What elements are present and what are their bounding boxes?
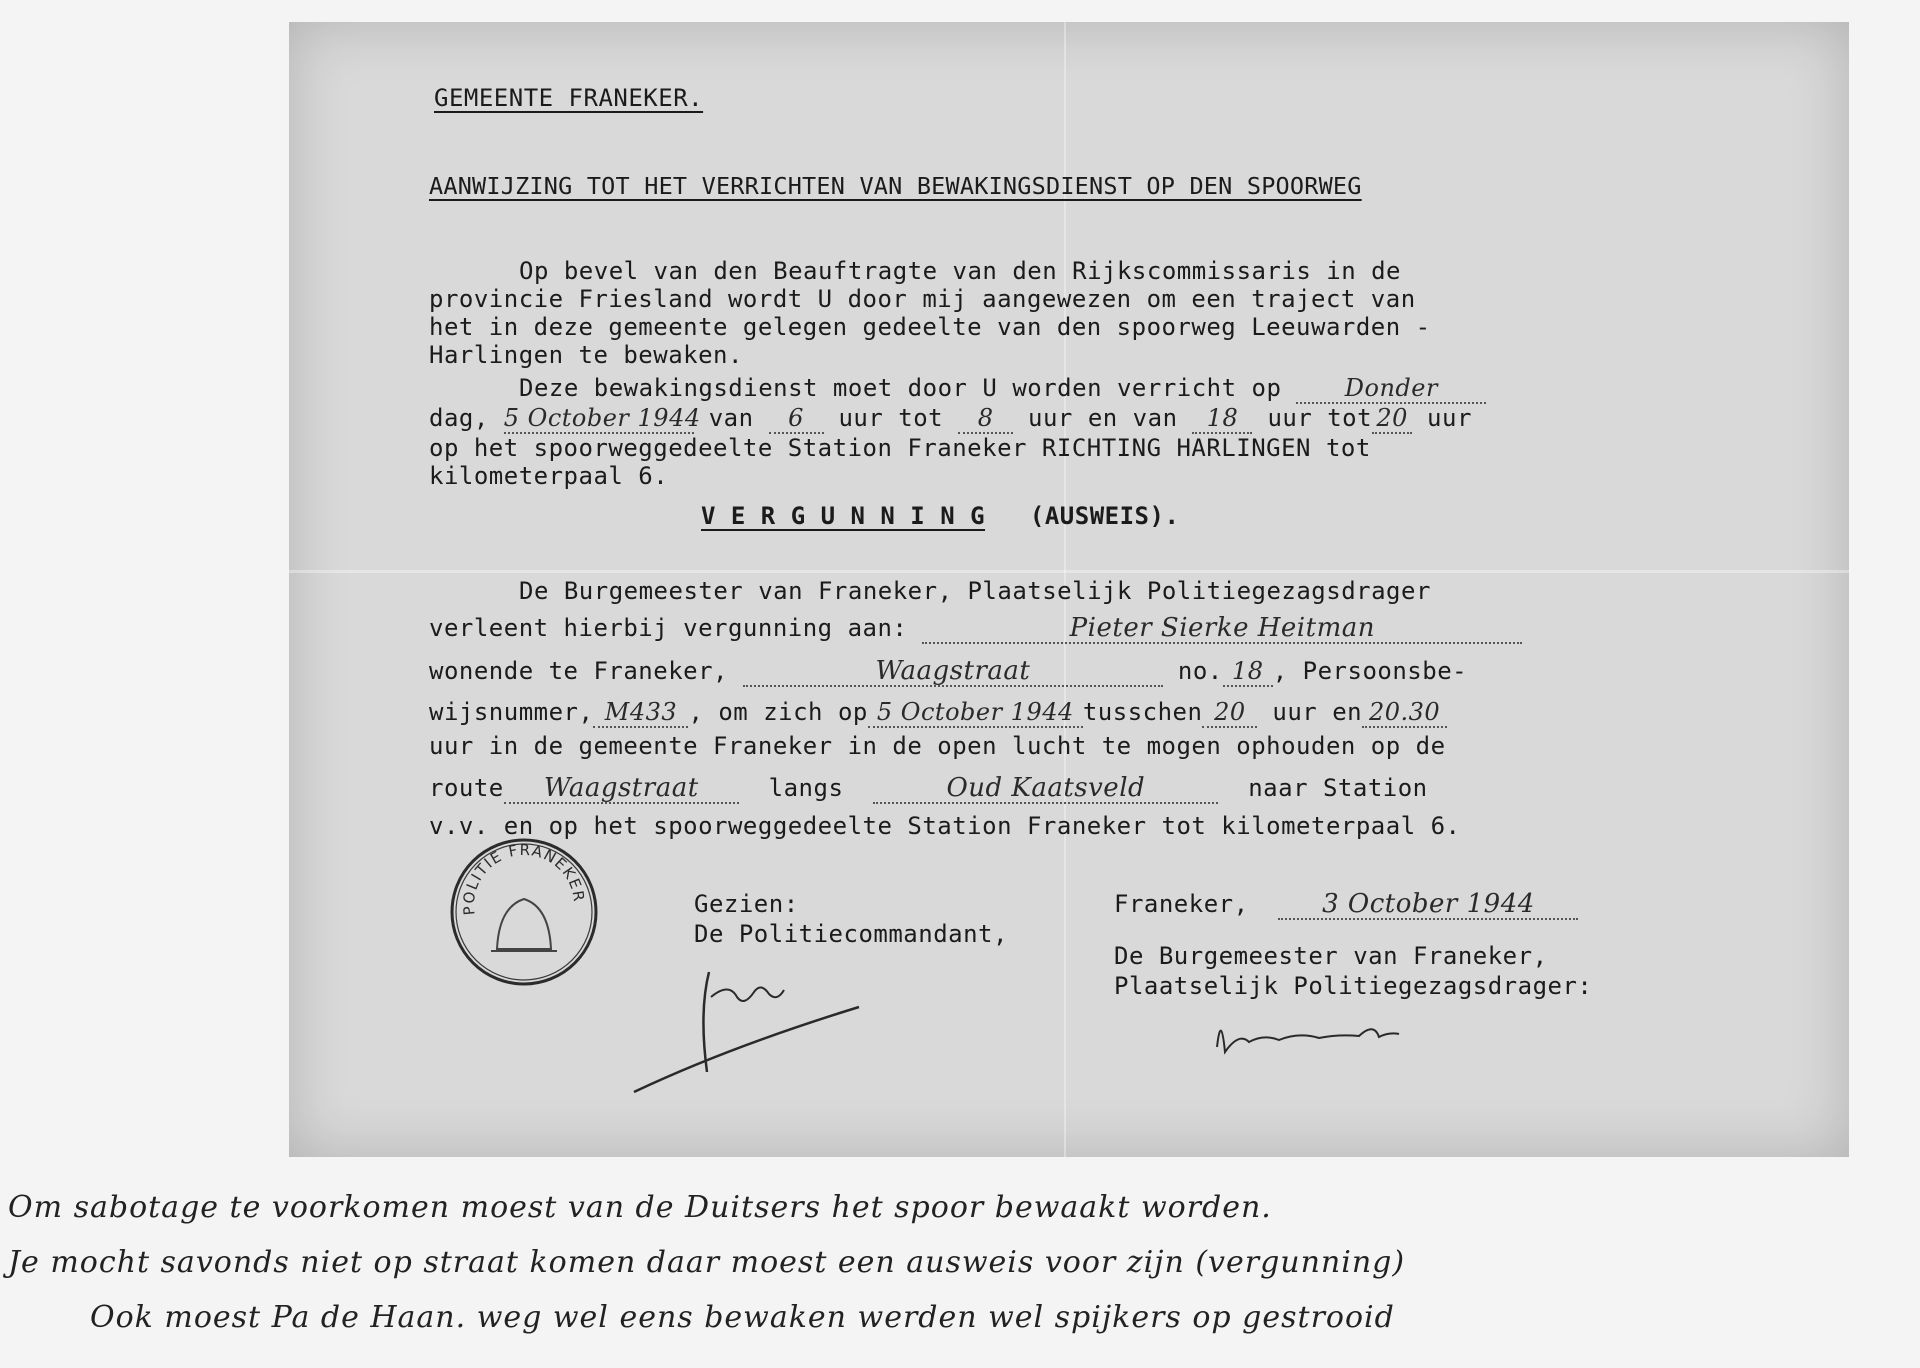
tusschen-label: tusschen [1082, 698, 1203, 726]
handwritten-signing-date: 3 October 1944 [1278, 890, 1578, 920]
van-label: van [708, 404, 754, 432]
naar-station-label: naar Station [1248, 774, 1428, 802]
handwritten-route-from: Waagstraat [504, 774, 739, 804]
police-commander-label: De Politiecommandant, [694, 920, 1008, 948]
handwritten-day-start: Donder [1296, 374, 1486, 404]
para2-line2 [429, 404, 1472, 434]
uur-en-van-label: uur en van [1028, 404, 1178, 432]
uur-label: uur [1427, 404, 1472, 432]
svg-text:POLITIE FRANEKER: POLITIE FRANEKER [459, 840, 589, 916]
permit-title [701, 502, 1179, 530]
handwritten-to1: 8 [958, 404, 1013, 434]
police-stamp [449, 837, 599, 987]
handwritten-time-to: 20.30 [1362, 698, 1447, 728]
para1-line1: Op bevel van den Beauftragte van den Rijkscommissaris in de [519, 257, 1402, 285]
handwritten-id-number: M433 [593, 698, 688, 728]
langs-label: langs [768, 774, 844, 802]
permit-subtitle: (AUSWEIS). [1029, 502, 1180, 530]
handwritten-to2: 20 [1372, 404, 1412, 434]
uur-tot2-label: uur tot [1267, 404, 1373, 432]
permit-line6 [429, 774, 1428, 804]
permit-line4 [429, 698, 1447, 728]
residence-label: wonende te Franeker, [429, 657, 728, 685]
bell-icon [497, 899, 551, 949]
permit-line2 [429, 614, 1522, 644]
permit-recipient-label: verleent hierbij vergunning aan: [429, 614, 908, 642]
uur-tot-label: uur tot [838, 404, 944, 432]
handwritten-permit-date: 5 October 1944 [868, 698, 1083, 728]
handwritten-route-via: Oud Kaatsveld [873, 774, 1218, 804]
seen-label: Gezien: [694, 890, 799, 918]
handwritten-street: Waagstraat [743, 657, 1163, 687]
permit-line7: v.v. en op het spoorweggedeelte Station Franeker tot kilometerpaal 6. [429, 812, 1461, 840]
permit-line1: De Burgemeester van Franeker, Plaatselijk Politiegezagsdrager [519, 577, 1431, 605]
dag-label: dag, [429, 404, 489, 432]
signing-place-line [1114, 890, 1578, 920]
handwritten-time-from: 20 [1202, 698, 1257, 728]
para1-line4: Harlingen te bewaken. [429, 341, 743, 369]
mayor-label: De Burgemeester van Franeker, [1114, 942, 1548, 970]
handwritten-note-line2: Je mocht savonds niet op straat komen daar moest een ausweis voor zijn (vergunning) [8, 1245, 1406, 1280]
om-zich-op-label: , om zich op [688, 698, 868, 726]
handwritten-house-number: 18 [1223, 657, 1273, 687]
para2-line4: kilometerpaal 6. [429, 462, 669, 490]
handwritten-note-line1: Om sabotage te voorkomen moest van de Duitsers het spoor bewaakt worden. [8, 1190, 1272, 1225]
municipality-header: GEMEENTE FRANEKER. [434, 84, 704, 112]
para2-line1 [519, 374, 1486, 404]
police-commander-signature [629, 952, 869, 1102]
id-label-start: , Persoonsbe- [1272, 657, 1468, 685]
para2-line3: op het spoorweggedeelte Station Franeker RICHTING HARLINGEN tot [429, 434, 1371, 462]
para1-line2: provincie Friesland wordt U door mij aangewezen om een traject van [429, 285, 1416, 313]
para1-line3: het in deze gemeente gelegen gedeelte van den spoorweg Leeuwarden - [429, 313, 1431, 341]
handwritten-from2: 18 [1192, 404, 1252, 434]
handwritten-note-line3: Ook moest Pa de Haan. weg wel eens bewaken werden wel spijkers op gestrooid [90, 1300, 1395, 1335]
mayor-title: Plaatselijk Politiegezagsdrager: [1114, 972, 1593, 1000]
permit-title-text: V E R G U N N I N G [701, 502, 986, 530]
fold-line-horizontal [289, 570, 1849, 573]
handwritten-recipient-name: Pieter Sierke Heitman [922, 614, 1522, 644]
document-sheet [289, 22, 1849, 1157]
house-number-label: no. [1177, 657, 1223, 685]
document-heading: AANWIJZING TOT HET VERRICHTEN VAN BEWAKINGSDIENST OP DEN SPOORWEG [429, 172, 1362, 200]
id-number-label: wijsnummer, [429, 698, 594, 726]
handwritten-duty-date: 5 October 1944 [503, 404, 701, 432]
permit-line3 [429, 657, 1467, 687]
route-label: route [429, 774, 504, 802]
mayor-signature [1209, 1002, 1439, 1072]
para2-intro: Deze bewakingsdienst moet door U worden verricht op [519, 374, 1282, 402]
handwritten-from1: 6 [769, 404, 824, 434]
signing-place: Franeker, [1114, 890, 1249, 918]
uur-en-label: uur en [1272, 698, 1363, 726]
permit-line5: uur in de gemeente Franeker in de open lucht te mogen ophouden op de [429, 732, 1446, 760]
